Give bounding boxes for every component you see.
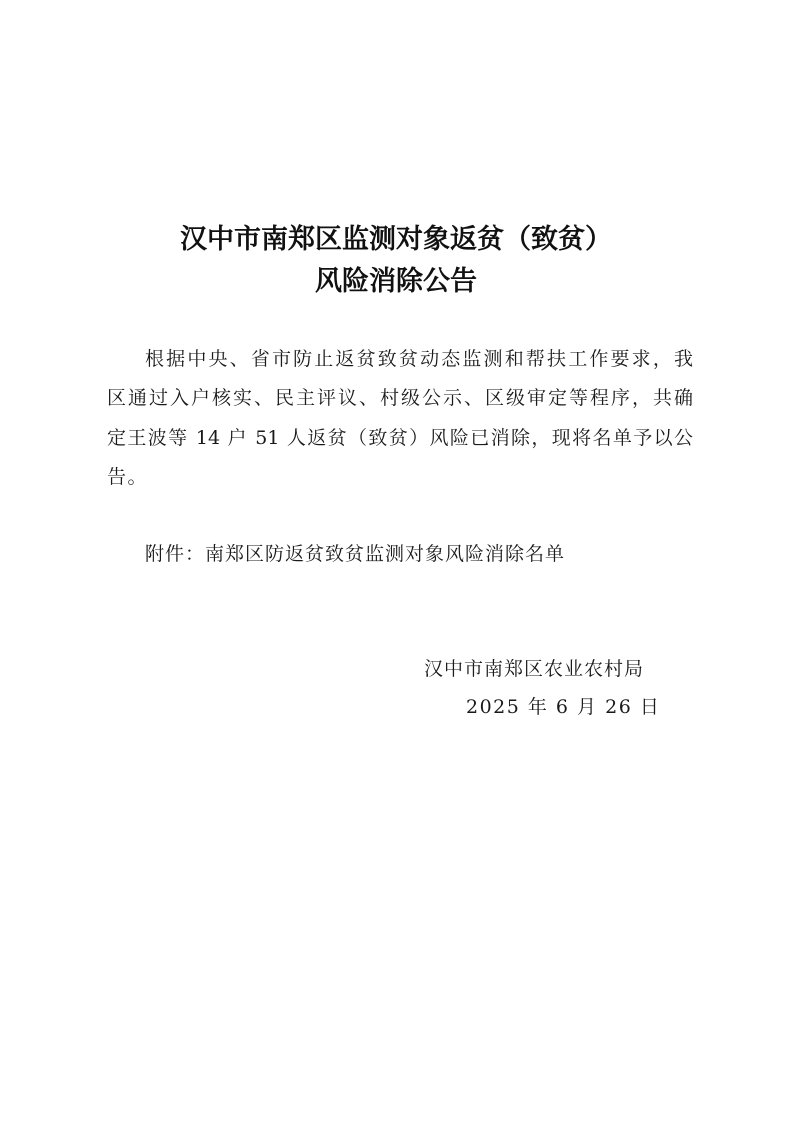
title-line-2: 风险消除公告 [315,266,477,297]
title-line-1: 汉中市南郑区监测对象返贫（致贫） [180,224,612,255]
signature-organization: 汉中市南郑区农业农村局 [424,658,645,680]
body-paragraph-line-2: 区通过入户核实、民主评议、村级公示、区级审定等程序，共确 [107,387,693,409]
signature-date: 2025 年 6 月 26 日 [466,696,661,718]
body-paragraph-line-3: 定王波等 14 户 51 人返贫（致贫）风险已消除，现将名单予以公 [107,427,693,449]
body-paragraph-line-4: 告。 [107,466,149,488]
attachment-note: 附件：南郑区防返贫致贫监测对象风险消除名单 [145,543,566,565]
body-paragraph-line-1: 根据中央、省市防止返贫致贫动态监测和帮扶工作要求，我 [145,348,693,370]
